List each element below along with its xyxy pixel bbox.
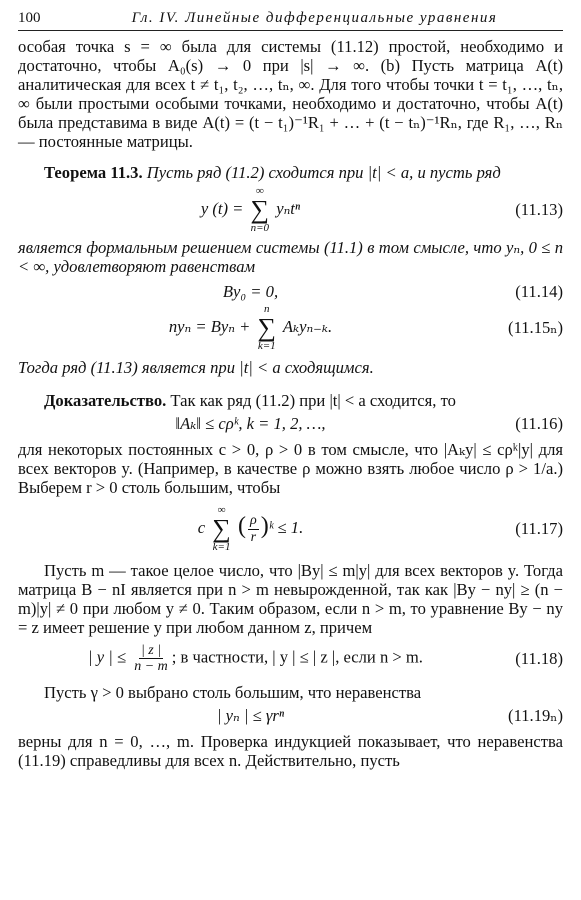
equation-11-18 bbox=[18, 643, 563, 675]
eq13-term: yₙtⁿ bbox=[276, 198, 301, 218]
eq18-rest: ; в частности, | y | ≤ | z |, если n > m. bbox=[171, 647, 423, 667]
theorem-text-3: Тогда ряд (11.13) является при |t| < a сходящимся. bbox=[18, 358, 374, 377]
proof-paragraph-1 bbox=[18, 391, 563, 410]
equation-11-14 bbox=[18, 282, 563, 302]
equation-body: c ∞ ∑ k=1 ( $\frac{\rho}{r}$ )ᵏ ≤ 1. bbox=[197, 504, 304, 553]
paragraph-simple-points: особая точка s = ∞ была для системы (11.12) простой, необходимо и достаточно, чтобы A₀(s) → 0 при |s| → ∞. (b) Пусть матрица A(t) аналитическая для всех t ≠ t₁, t₂, …, tₙ, ∞. Для того чтобы точки t = t₁, …, tₙ, ∞ были простыми особыми точками, необходимо и достаточно, чтобы A(t) была представима в виде A(t) = (t − t₁)⁻¹R₁ + … + (t − tₙ)⁻¹Rₙ, где R₁, …, Rₙ — постоянные матрицы. bbox=[18, 37, 563, 151]
running-header bbox=[18, 10, 563, 31]
equation-number: (11.16) bbox=[515, 414, 563, 433]
eq17-rest: ᵏ ≤ 1. bbox=[268, 517, 304, 537]
equation-number: (11.13) bbox=[515, 200, 563, 219]
theorem-text-1: Пусть ряд (11.2) сходится при |t| < a, и пусть ряд bbox=[146, 163, 501, 182]
equation-11-13 bbox=[18, 186, 563, 234]
equation-number: (11.18) bbox=[515, 648, 563, 668]
theorem-text-2: является формальным решением системы (11.1) в том смысле, что yₙ, 0 ≤ n < ∞, удовлетворяют равенствам bbox=[18, 238, 563, 276]
fraction-z-over-n-minus-m bbox=[132, 643, 170, 675]
running-title: Гл. IV. Линейные дифференциальные уравнения bbox=[131, 10, 498, 26]
fraction-numerator: | z | bbox=[140, 643, 162, 658]
proof-text-1: Так как ряд (11.2) при |t| < a сходится, то bbox=[170, 391, 456, 410]
sum-lower-limit: n=0 bbox=[250, 222, 269, 234]
equation-body: ‖Aₖ‖ ≤ cρᵏ, k = 1, 2, …, bbox=[175, 414, 326, 433]
eq15-lhs: nyₙ = Byₙ + bbox=[168, 316, 251, 336]
sum-lower-limit: k=1 bbox=[212, 541, 231, 553]
equation-body bbox=[18, 186, 483, 234]
sum-upper-limit: ∞ bbox=[217, 504, 226, 516]
sum-symbol: ∞ ∑ n=0 bbox=[250, 185, 270, 234]
proof-text-5: верны для n = 0, …, m. Проверка индукцией показывает, что неравенства (11.19) справедливы для всех n. Действительно, пусть bbox=[18, 731, 563, 770]
equation-number: (11.15ₙ) bbox=[508, 318, 563, 337]
eq15-term: Aₖyₙ₋ₖ. bbox=[282, 316, 333, 336]
equation-body bbox=[18, 643, 493, 675]
sum-upper-limit: ∞ bbox=[255, 185, 264, 197]
equation-number: (11.19ₙ) bbox=[508, 705, 563, 725]
equation-body bbox=[18, 304, 483, 352]
fraction-denominator: n − m bbox=[134, 659, 168, 675]
equation-body: By₀ = 0, bbox=[222, 282, 279, 301]
equation-11-15 bbox=[18, 304, 563, 352]
equation-11-17 bbox=[18, 505, 563, 553]
page bbox=[18, 10, 563, 770]
sum-symbol: ∞ ∑ k=1 bbox=[212, 504, 231, 553]
equation-number: (11.14) bbox=[515, 282, 563, 301]
eq18-lhs: | y | ≤ bbox=[88, 647, 127, 667]
fraction-denominator: r bbox=[250, 529, 257, 545]
theorem-statement bbox=[18, 163, 563, 182]
sum-upper-limit: n bbox=[264, 303, 270, 315]
proof-label: Доказательство. bbox=[44, 391, 167, 410]
fraction-numerator: ρ bbox=[249, 513, 257, 529]
eq13-lhs: y (t) = bbox=[200, 198, 244, 218]
proof-text-4: Пусть γ > 0 выбрано столь большим, что неравенства bbox=[44, 682, 422, 702]
sum-lower-limit: k=1 bbox=[257, 340, 276, 352]
theorem-label: Теорема 11.3. bbox=[44, 163, 143, 182]
proof-text-2: для некоторых постоянных c > 0, ρ > 0 в том смысле, что |Aₖy| ≤ cρᵏ|y| для всех векторов y. (Например, в качестве ρ можно взять любое число ρ > 1/a.) Выберем r > 0 столь большим, чтобы bbox=[18, 440, 563, 497]
equation-11-19 bbox=[18, 706, 563, 726]
eq17-constant: c bbox=[197, 517, 206, 537]
equation-number: (11.17) bbox=[515, 519, 563, 538]
fraction-rho-over-r bbox=[248, 513, 259, 545]
page-number: 100 bbox=[18, 10, 41, 26]
proof-text-3: Пусть m — такое целое число, что |By| ≤ m|y| для всех векторов y. Тогда матрица B − nI является при n > m невырожденной, так как |By − ny| ≥ (n − m)|y| ≠ 0 при любом y ≠ 0. Таким образом, если n > m, то уравнение By − ny = z имеет решение y при любом данном z, причем bbox=[18, 561, 563, 637]
equation-11-16 bbox=[18, 414, 563, 434]
equation-body: | yₙ | ≤ γrⁿ bbox=[216, 705, 285, 725]
sum-symbol: n ∑ k=1 bbox=[257, 303, 277, 352]
